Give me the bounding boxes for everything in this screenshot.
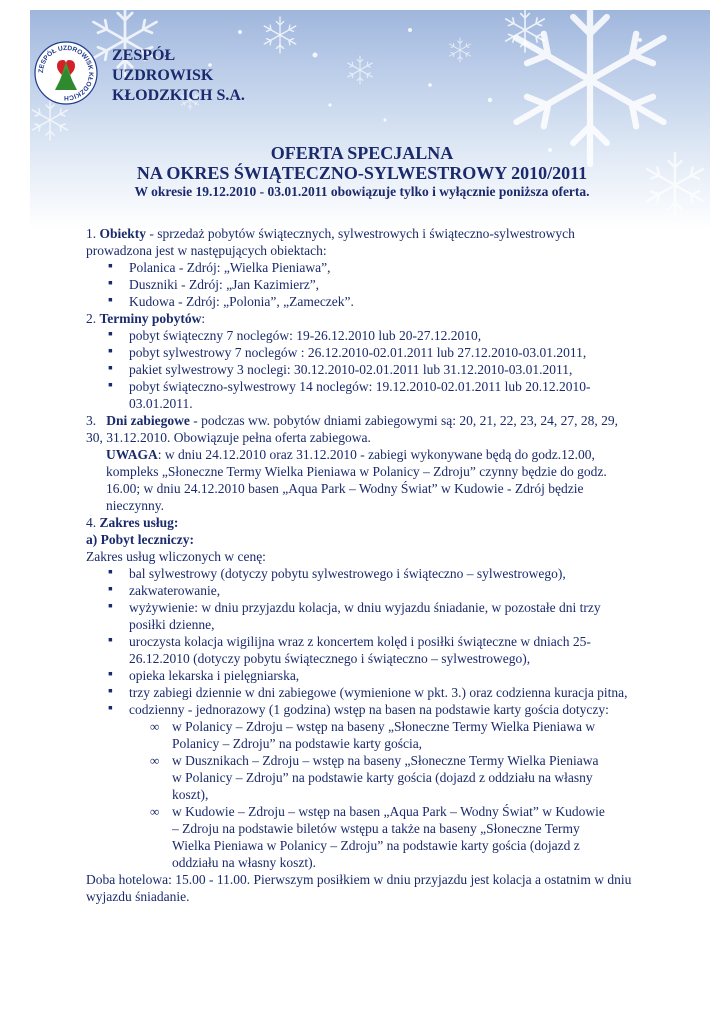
list-item: ▪ bal sylwestrowy (dotyczy pobytu sylwestrowego i świąteczno – sylwestrowego), — [129, 565, 636, 582]
offer-period-title: NA OKRES ŚWIĄTECZNO-SYLWESTROWY 2010/2011 — [136, 163, 588, 183]
list-item: ▪ Duszniki - Zdrój: „Jan Kazimierz”, — [129, 276, 636, 293]
list-item: ∞ w Kudowie – Zdroju – wstęp na basen „Aqua Park – Wodny Świat” w Kudowie – Zdroju na podstawie biletów wstępu a także na baseny „Słoneczne Termy Wielka Pieniawa w Polanicy – Zdroju” na podstawie karty gościa (dojazd z oddziału na własny koszt). — [172, 803, 606, 871]
section-services: 4. Zakres usług: — [86, 515, 179, 530]
warning-note: UWAGA: w dniu 24.12.2010 oraz 31.12.2010 - zabiegi wykonywane będą do godz.12.00, kompleks „Słoneczne Termy Wielka Pieniawa w Polanicy – Zdroju” czynny będzie do godz. 16.00; w dniu 24.12.2010 basen „Aqua Park – Wodny Świat” w Kudowie - Zdrój będzie nieczynny. — [106, 447, 607, 513]
list-item: ▪ pobyt świąteczno-sylwestrowy 14 noclegów: 19.12.2010-02.01.2011 lub 20.12.2010-03.01.2011. — [129, 378, 636, 412]
warning-label: UWAGA — [106, 447, 158, 462]
section-heading: Dni zabiegowe — [106, 413, 190, 428]
list-item: ▪ pobyt sylwestrowy 7 noclegów : 26.12.2010-02.01.2011 lub 27.12.2010-03.01.2011, — [129, 344, 636, 361]
services-list — [86, 565, 636, 718]
company-name — [112, 46, 245, 106]
list-item: ▪ Polanica - Zdrój: „Wielka Pieniawa”, — [129, 259, 636, 276]
list-item: ▪ wyżywienie: w dniu przyjazdu kolacja, w dniu wyjazdu śniadanie, w pozostałe dni trzy posiłki dzienne, — [129, 599, 636, 633]
logo-ring-text: ZESPÓŁ UZDROWISK KŁODZKICH — [37, 44, 95, 102]
objects-list — [86, 259, 636, 310]
section-terms: 2. Terminy pobytów: — [86, 311, 206, 326]
section-heading: Zakres usług: — [99, 515, 179, 530]
list-item: ∞ w Dusznikach – Zdroju – wstęp na baseny „Słoneczne Termy Wielka Pieniawa w Polanicy – Zdroju” na podstawie karty gościa (dojazd z oddziału na własny koszt), — [172, 752, 606, 803]
list-item: ▪ pobyt świąteczny 7 noclegów: 19-26.12.2010 lub 20-27.12.2010, — [129, 327, 636, 344]
subsection-heading: a) Pobyt leczniczy: — [86, 532, 194, 547]
list-item: ▪ zakwaterowanie, — [129, 582, 636, 599]
pool-access-list — [86, 718, 636, 871]
company-name-line: KŁODZKICH S.A. — [112, 87, 245, 104]
list-item: ▪ opieka lekarska i pielęgniarska, — [129, 667, 636, 684]
company-name-line: UZDROWISK — [112, 67, 214, 84]
section-heading: Obiekty — [99, 226, 147, 241]
company-logo — [33, 40, 99, 106]
section-objects: 1. Obiekty - sprzedaż pobytów świątecznych, sylwestrowych i świąteczno-sylwestrowych prowadzona jest w następujących obiektach: — [86, 226, 575, 258]
list-item: ▪ trzy zabiegi dziennie w dni zabiegowe (wymienione w pkt. 3.) oraz codzienna kuracja pitna, — [129, 684, 636, 701]
company-name-line: ZESPÓŁ — [112, 47, 176, 64]
section-treatment-days: 3. Dni zabiegowe - podczas ww. pobytów dniami zabiegowymi są: 20, 21, 22, 23, 24, 27, 28, 29, 30, 31.12.2010. Obowiązuje pełna oferta zabiegowa. — [86, 413, 618, 445]
list-item: ▪ uroczysta kolacja wigilijna wraz z koncertem kolęd i posiłki świąteczne w dniach 25-26.12.2010 (dotyczy pobytu świątecznego i świąteczno – sylwestrowego), — [129, 633, 636, 667]
list-item: ▪ Kudowa - Zdrój: „Polonia”, „Zameczek”. — [129, 293, 636, 310]
section-heading: Terminy pobytów — [99, 311, 202, 326]
list-item: ▪ pakiet sylwestrowy 3 noclegi: 30.12.2010-02.01.2011 lub 31.12.2010-03.01.2011, — [129, 361, 636, 378]
list-item: ▪ codzienny - jednorazowy (1 godzina) wstęp na basen na podstawie karty gościa dotyczy: — [129, 701, 636, 718]
offer-validity-note: W okresie 19.12.2010 - 03.01.2011 obowiązuje tylko i wyłącznie poniższa oferta. — [134, 184, 590, 199]
offer-title: OFERTA SPECJALNA — [270, 143, 454, 163]
services-intro: Zakres usług wliczonych w cenę: — [86, 549, 266, 564]
terms-list — [86, 327, 636, 412]
hotel-day-note: Doba hotelowa: 15.00 - 11.00. Pierwszym posiłkiem w dniu przyjazdu jest kolacja a ostatnim w dniu wyjazdu śniadanie. — [86, 872, 632, 904]
list-item: ∞ w Polanicy – Zdroju – wstęp na baseny „Słoneczne Termy Wielka Pieniawa w Polanicy – Zdroju” na podstawie karty gościa, — [172, 718, 606, 752]
offer-content — [86, 218, 636, 905]
